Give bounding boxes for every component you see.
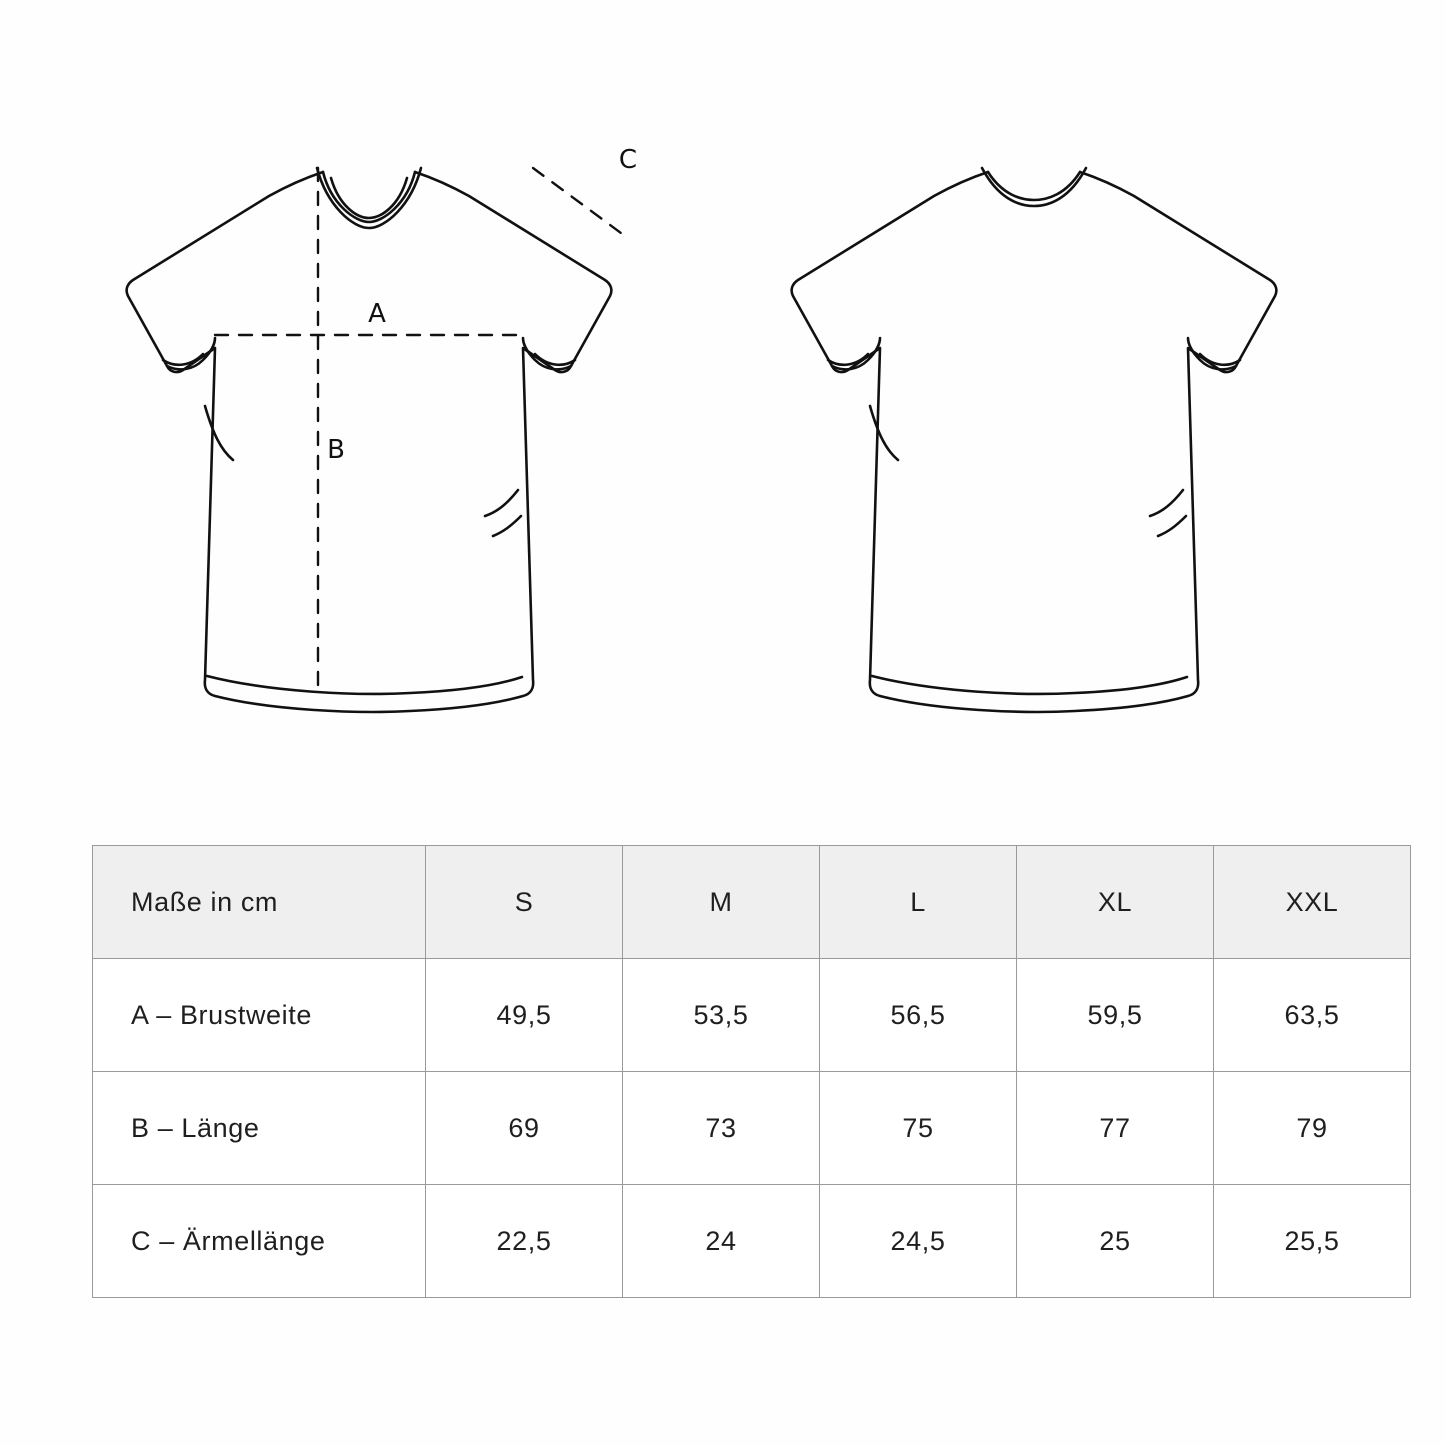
cell-chest-xxl: 63,5 (1214, 959, 1411, 1072)
header-size-xxl: XXL (1214, 846, 1411, 959)
cell-chest-l: 56,5 (820, 959, 1017, 1072)
header-size-m: M (623, 846, 820, 959)
cell-sleeve-m: 24 (623, 1185, 820, 1298)
label-length-b: B (327, 435, 345, 465)
cell-length-xxl: 79 (1214, 1072, 1411, 1185)
cell-sleeve-l: 24,5 (820, 1185, 1017, 1298)
size-table (92, 845, 1411, 1298)
size-table-head (93, 846, 1411, 959)
shirt-back-icon (720, 120, 1380, 760)
table-header-row (93, 846, 1411, 959)
cell-chest-m: 53,5 (623, 959, 820, 1072)
header-unit-label: Maße in cm (93, 846, 426, 959)
row-label-sleeve: C – Ärmellänge (93, 1185, 426, 1298)
cell-sleeve-s: 22,5 (426, 1185, 623, 1298)
shirt-back-view (720, 120, 1380, 760)
label-chest-a: A (368, 299, 386, 329)
illustration-area (0, 120, 1445, 800)
table-row (93, 1072, 1411, 1185)
cell-chest-xl: 59,5 (1017, 959, 1214, 1072)
header-size-l: L (820, 846, 1017, 959)
table-row (93, 959, 1411, 1072)
header-size-xl: XL (1017, 846, 1214, 959)
size-table-body (93, 959, 1411, 1298)
cell-length-l: 75 (820, 1072, 1017, 1185)
shirt-front-view (55, 120, 715, 760)
cell-length-xl: 77 (1017, 1072, 1214, 1185)
cell-length-s: 69 (426, 1072, 623, 1185)
header-size-s: S (426, 846, 623, 959)
table-row (93, 1185, 1411, 1298)
row-label-chest: A – Brustweite (93, 959, 426, 1072)
cell-length-m: 73 (623, 1072, 820, 1185)
label-sleeve-c: C (618, 145, 638, 175)
shirt-front-icon (55, 120, 715, 760)
cell-chest-s: 49,5 (426, 959, 623, 1072)
cell-sleeve-xl: 25 (1017, 1185, 1214, 1298)
cell-sleeve-xxl: 25,5 (1214, 1185, 1411, 1298)
row-label-length: B – Länge (93, 1072, 426, 1185)
